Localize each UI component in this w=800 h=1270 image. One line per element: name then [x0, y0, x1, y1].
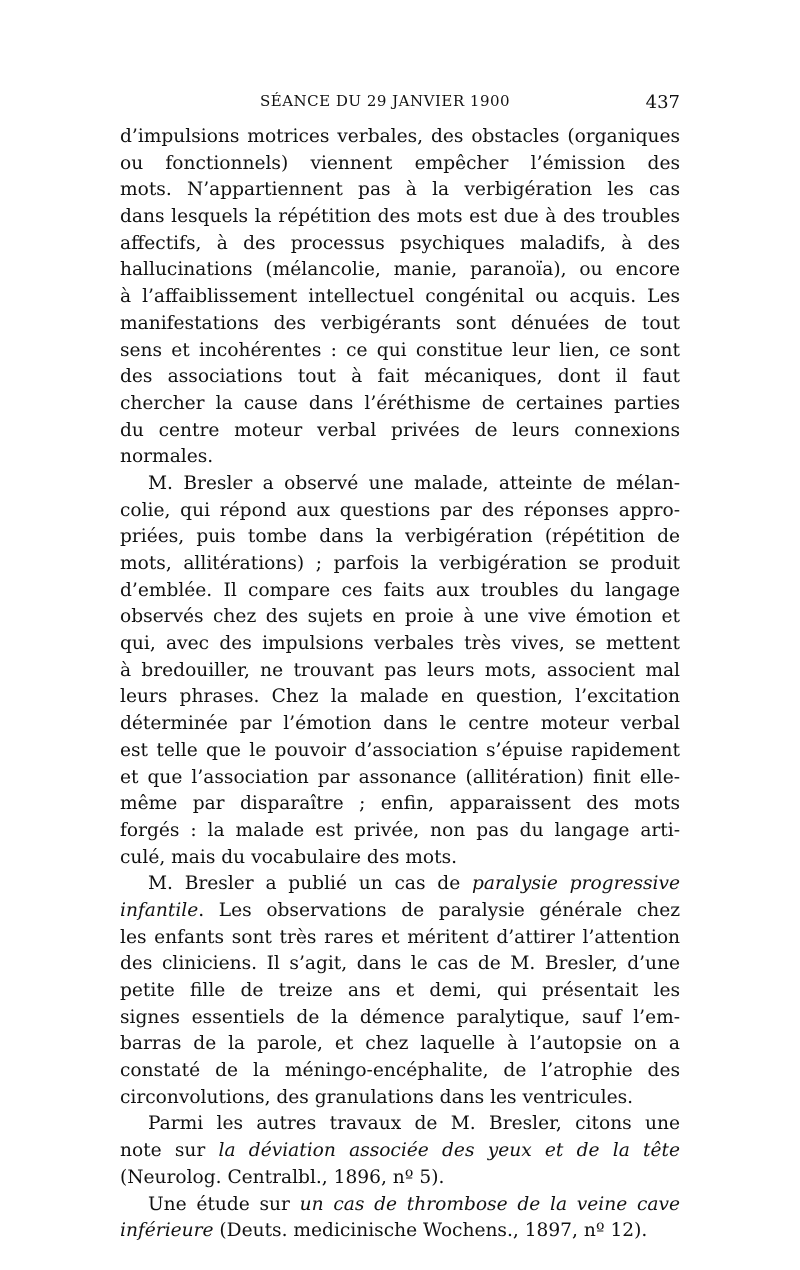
text-line — [120, 951, 680, 978]
text-run: observés chez des sujets en proie à une vive émotion et — [120, 606, 680, 628]
text-run: Parmi les autres travaux de M. Bresler, citons une — [148, 1113, 680, 1135]
running-head — [120, 92, 680, 116]
text-line — [120, 151, 680, 178]
text-run: hallucinations (mélancolie, manie, paranoïa), ou encore — [120, 259, 680, 281]
text-run: des associations tout à fait mécaniques, dont il faut — [120, 366, 680, 388]
text-run: . Les observations de paralysie générale chez — [198, 899, 680, 921]
text-line — [120, 311, 680, 338]
text-run: culé, mais du vocabulaire des mots. — [120, 846, 458, 868]
text-line — [120, 684, 680, 711]
text-run: barras de la parole, et chez laquelle à l’autopsie on a — [120, 1033, 680, 1055]
text-line — [120, 711, 680, 738]
text-line — [120, 1192, 680, 1219]
paragraph — [120, 871, 680, 1111]
text-line — [120, 631, 680, 658]
text-run: manifestations des verbigérants sont dénuées de tout — [120, 312, 680, 334]
text-run: dans lesquels la répétition des mots est due à des troubles — [120, 206, 680, 228]
text-line — [120, 898, 680, 925]
text-run: d’impulsions motrices verbales, des obstacles (organiques — [120, 126, 680, 147]
text-line — [120, 604, 680, 631]
text-run: Une étude sur — [148, 1193, 300, 1215]
text-run: d’emblée. Il compare ces faits aux troubles du langage — [120, 579, 680, 601]
text-run: à bredouiller, ne trouvant pas leurs mots, associent mal — [120, 659, 680, 681]
text-line — [120, 124, 680, 151]
text-run: est telle que le pouvoir d’association s’épuise rapidement — [120, 739, 680, 761]
text-line — [120, 204, 680, 231]
text-line — [120, 444, 680, 471]
text-run: priées, puis tombe dans la verbigération (répétition de — [120, 526, 680, 548]
text-line — [120, 1005, 680, 1032]
paragraph — [120, 1192, 680, 1245]
italic-text: infantile — [120, 899, 199, 921]
running-title: SÉANCE DU 29 JANVIER 1900 — [260, 92, 511, 110]
text-run: M. Bresler a observé une malade, atteinte de mélan- — [148, 472, 680, 494]
text-line — [120, 498, 680, 525]
text-run: circonvolutions, des granulations dans les ventricules. — [120, 1086, 634, 1108]
text-line — [120, 871, 680, 898]
text-run: constaté de la méningo-encéphalite, de l’atrophie des — [120, 1060, 680, 1082]
text-line — [120, 1138, 680, 1165]
page-number: 437 — [645, 92, 680, 113]
italic-text: un cas de thrombose de la veine cave — [299, 1193, 680, 1215]
text-line — [120, 177, 680, 204]
paragraph — [120, 471, 680, 871]
text-run: mots, allitérations) ; parfois la verbigération se produit — [120, 553, 680, 574]
text-run: normales. — [120, 446, 214, 468]
text-run: à l’affaiblissement intellectuel congénital ou acquis. Les — [120, 286, 680, 308]
text-run: qui, avec des impulsions verbales très vives, se mettent — [120, 633, 680, 655]
text-line — [120, 1058, 680, 1085]
text-line — [120, 1218, 680, 1245]
text-run: affectifs, à des processus psychiques maladifs, à des — [120, 232, 680, 254]
text-line — [120, 1031, 680, 1058]
text-run: colie, qui répond aux questions par des réponses appro- — [120, 499, 680, 521]
text-line — [120, 257, 680, 284]
text-run: (Neurolog. Centralbl., 1896, nº 5). — [120, 1166, 445, 1188]
text-line — [120, 284, 680, 311]
text-line — [120, 578, 680, 605]
italic-text: la déviation associée des yeux et de la tête — [218, 1140, 680, 1162]
text-run: du centre moteur verbal privées de leurs connexions — [120, 419, 680, 441]
text-line — [120, 524, 680, 551]
text-line — [120, 338, 680, 365]
text-line — [120, 1165, 680, 1192]
text-run: leurs phrases. Chez la malade en question, l’excitation — [120, 686, 680, 708]
text-line — [120, 791, 680, 818]
text-run: note sur — [120, 1140, 219, 1162]
body-text — [120, 124, 680, 1245]
text-run: les enfants sont très rares et méritent d’attirer l’attention — [120, 926, 680, 948]
paragraph — [120, 124, 680, 471]
text-run: ou fonctionnels) viennent empêcher l’émission des — [120, 152, 680, 174]
text-line — [120, 471, 680, 498]
text-run: M. Bresler a publié un cas de — [148, 873, 472, 895]
text-run: déterminée par l’émotion dans le centre moteur verbal — [120, 713, 680, 735]
italic-text: paralysie progressive — [472, 873, 680, 895]
text-line — [120, 845, 680, 872]
text-line — [120, 231, 680, 258]
text-line — [120, 391, 680, 418]
italic-text: inférieure — [120, 1220, 214, 1242]
text-line — [120, 978, 680, 1005]
text-run: et que l’association par assonance (allitération) finit elle- — [120, 766, 680, 788]
text-run: signes essentiels de la démence paralytique, sauf l’em- — [120, 1006, 680, 1028]
text-run: sens et incohérentes : ce qui constitue leur lien, ce sont — [120, 339, 680, 361]
text-line — [120, 364, 680, 391]
text-line — [120, 1085, 680, 1112]
text-run: (Deuts. medicinische Wochens., 1897, nº 12). — [213, 1220, 648, 1242]
text-run: même par disparaître ; enfin, apparaissent des mots — [120, 793, 680, 815]
text-run: forgés : la malade est privée, non pas du langage arti- — [120, 819, 680, 841]
text-line — [120, 551, 680, 578]
text-run: chercher la cause dans l’éréthisme de certaines parties — [120, 392, 680, 414]
text-line — [120, 925, 680, 952]
text-line — [120, 658, 680, 685]
text-line — [120, 738, 680, 765]
text-line — [120, 1111, 680, 1138]
text-line — [120, 818, 680, 845]
text-run: mots. N’appartiennent pas à la verbigération les cas — [120, 179, 680, 201]
text-line — [120, 418, 680, 445]
text-line — [120, 765, 680, 792]
text-run: petite fille de treize ans et demi, qui présentait les — [120, 980, 680, 1001]
text-run: des cliniciens. Il s’agit, dans le cas de M. Bresler, d’une — [120, 953, 680, 975]
paragraph — [120, 1111, 680, 1191]
